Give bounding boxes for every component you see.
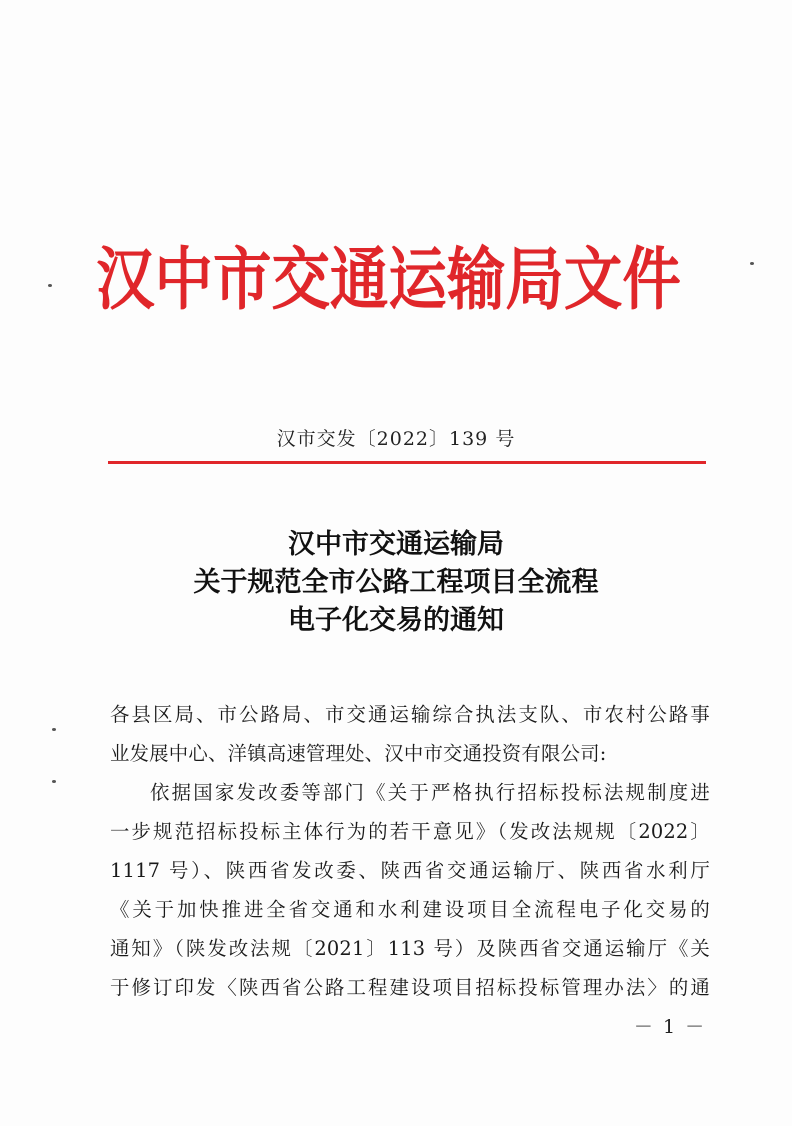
scan-speck (48, 284, 52, 287)
addressee-line: 各县区局、市公路局、市交通运输综合执法支队、市农村公路事 (110, 703, 710, 726)
body-line: 通知》（陕发改法规〔2021〕113 号）及陕西省交通运输厅《关 (110, 937, 710, 960)
scan-speck (52, 728, 56, 731)
masthead-title: 汉中市交通运输局文件 (96, 241, 681, 320)
title-line: 电子化交易的通知 (288, 605, 504, 636)
title-line: 关于规范全市公路工程项目全流程 (193, 567, 599, 598)
page-number: － 1 － (633, 1016, 707, 1038)
body-line: 1117 号）、陕西省发改委、陕西省交通运输厅、陕西省水利厅 (110, 859, 710, 882)
body-line: 一步规范招标投标主体行为的若干意见》（发改法规规〔2022〕 (110, 820, 710, 843)
addressee-line: 业发展中心、洋镇高速管理处、汉中市交通投资有限公司: (110, 742, 607, 765)
body-text (110, 695, 710, 1007)
scan-speck (52, 780, 56, 783)
body-line: 依据国家发改委等部门《关于严格执行招标投标法规制度进 (150, 781, 710, 804)
red-divider-rule (108, 461, 706, 464)
document-number: 汉市交发〔2022〕139 号 (276, 428, 516, 450)
title-line: 汉中市交通运输局 (288, 529, 504, 560)
notice-title (0, 526, 792, 640)
body-line: 于修订印发〈陕西省公路工程建设项目招标投标管理办法〉的通 (110, 976, 710, 999)
body-line: 《关于加快推进全省交通和水利建设项目全流程电子化交易的 (110, 898, 710, 921)
scan-speck (750, 262, 754, 265)
